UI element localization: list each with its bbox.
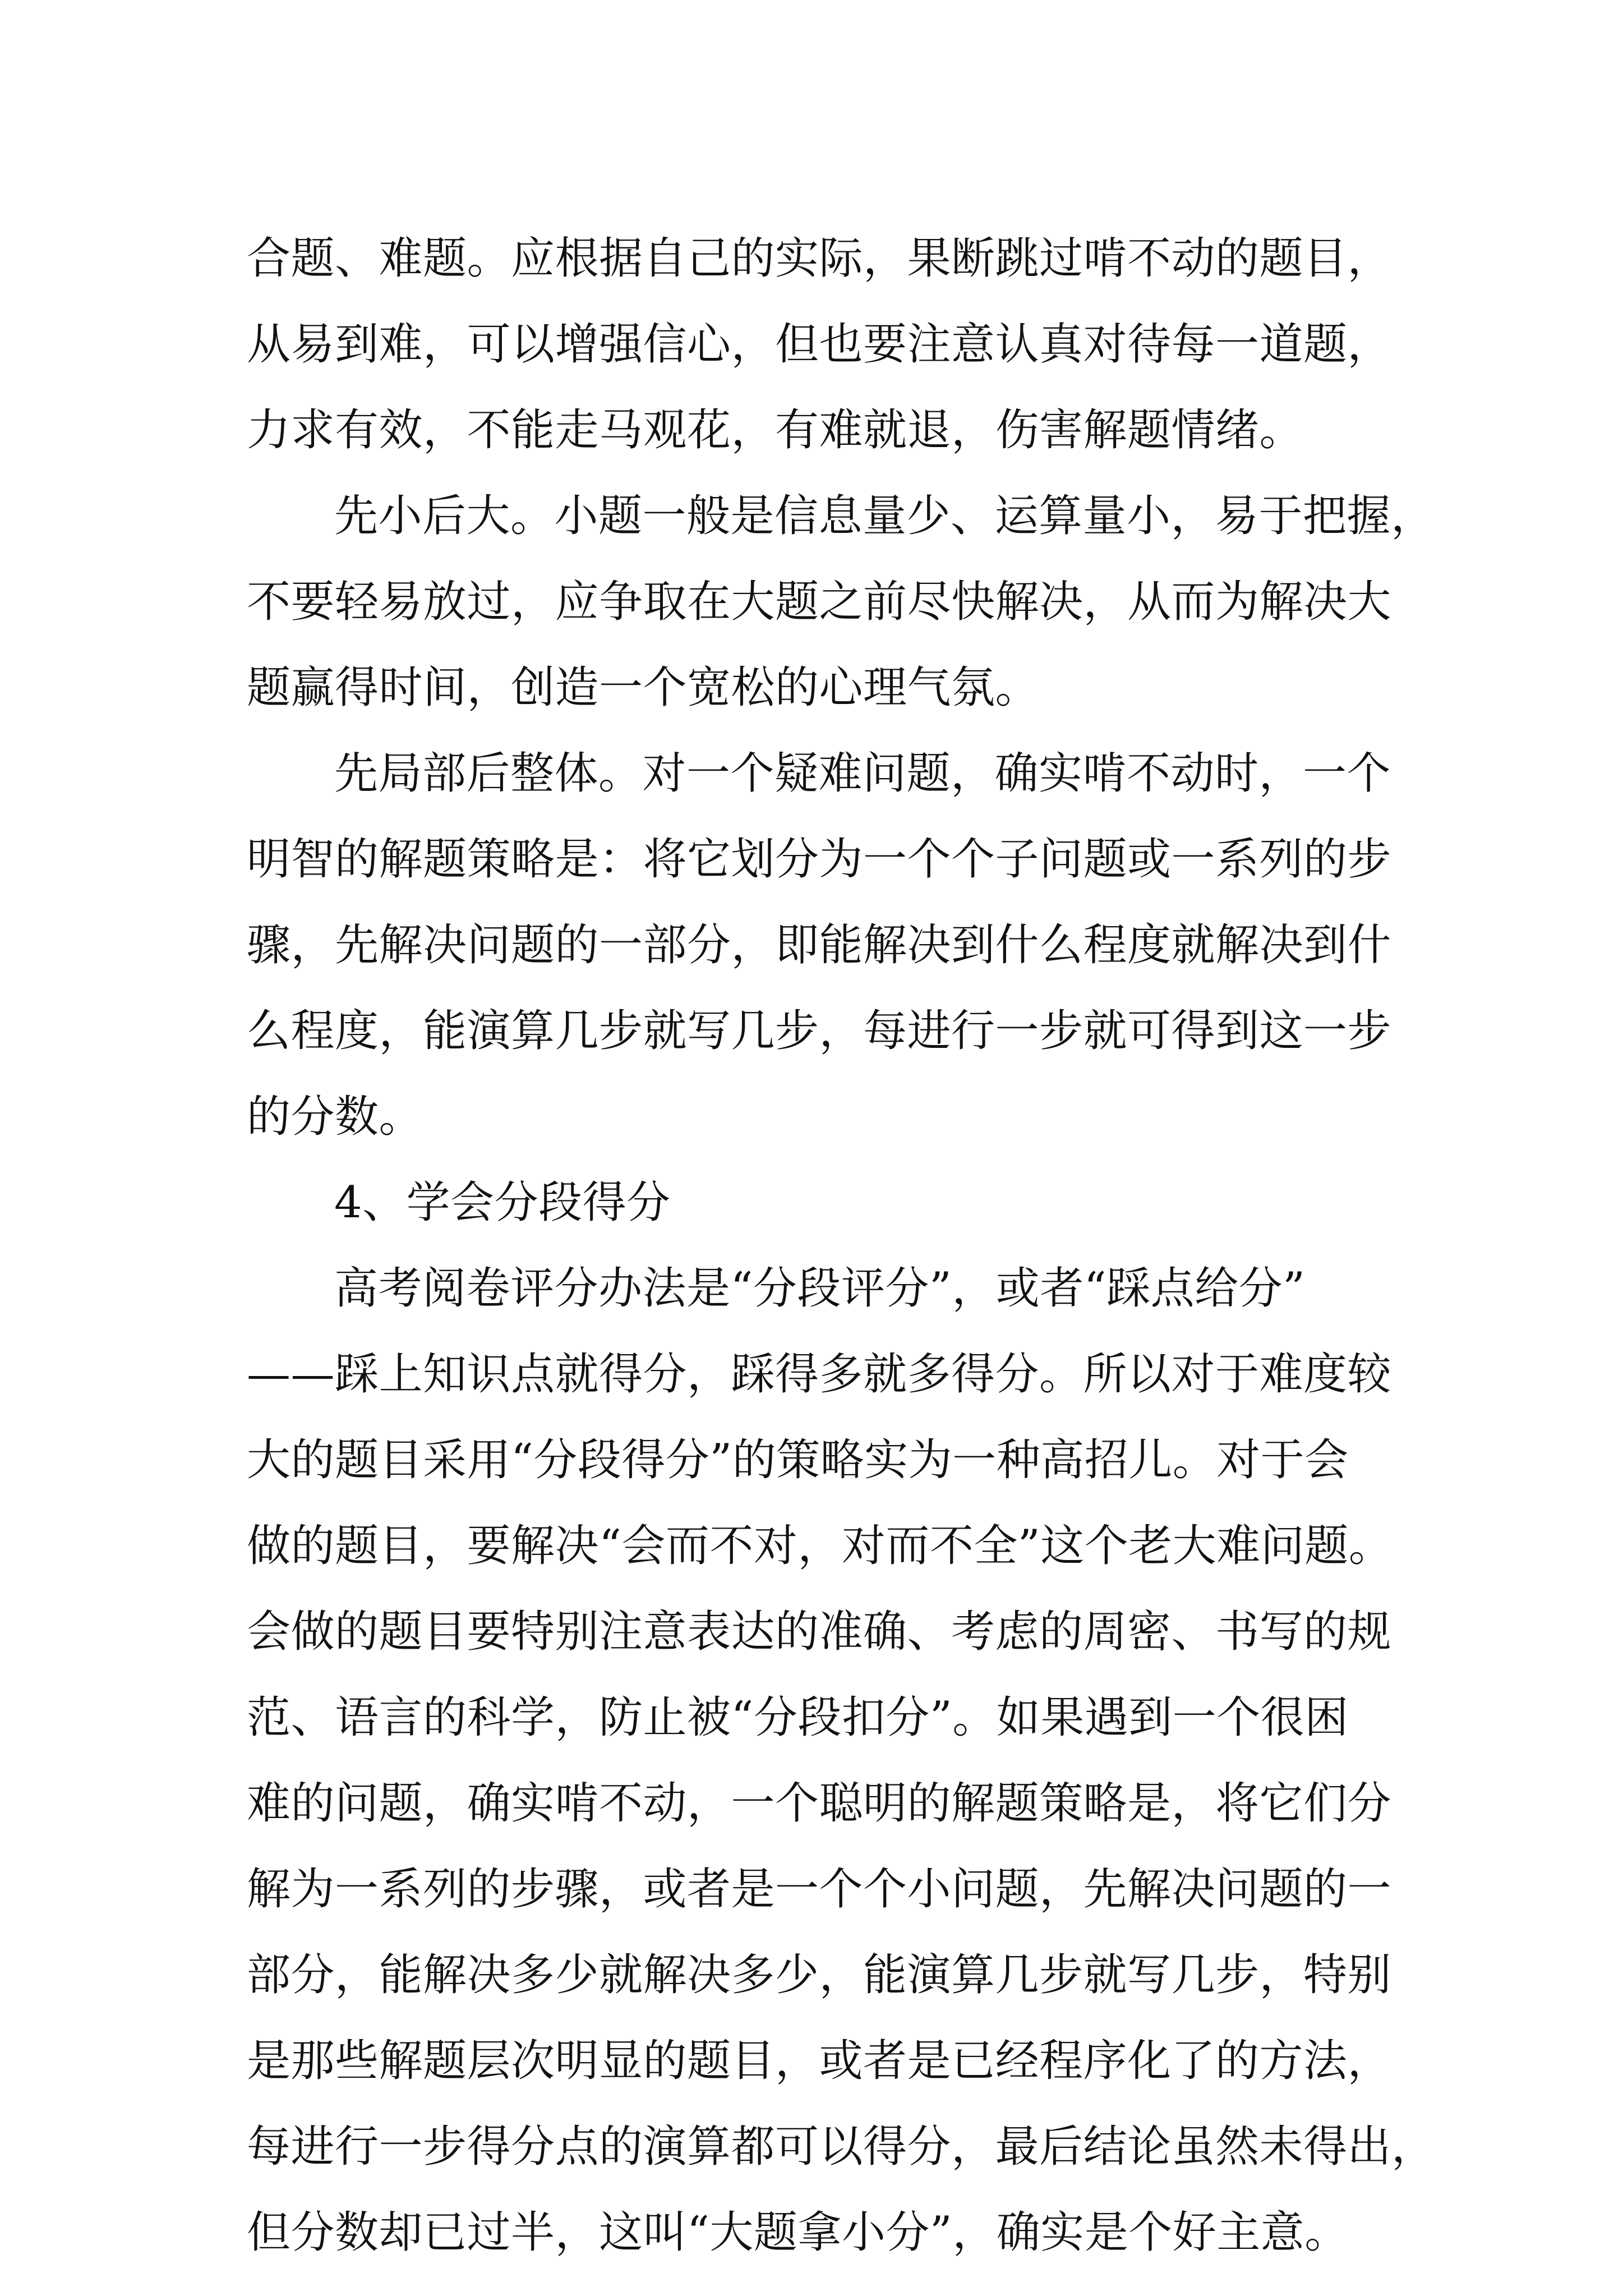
text-line: 的分数。 [247, 1092, 423, 1142]
text-line: 合题、难题。应根据自己的实际，果断跳过啃不动的题目， [247, 233, 1392, 284]
text-line: 范、语言的科学，防止被“分段扣分”。如果遇到一个很困 [247, 1692, 1349, 1743]
text-line: 力求有效，不能走马观花，有难就退，伤害解题情绪。 [247, 405, 1304, 455]
text-line: 骤，先解决问题的一部分，即能解决到什么程度就解决到什 [247, 920, 1392, 970]
text-line: 不要轻易放过，应争取在大题之前尽快解决，从而为解决大 [247, 577, 1392, 627]
text-line: 解为一系列的步骤，或者是一个个小问题，先解决问题的一 [247, 1864, 1392, 1915]
paragraph-start-line: 先小后大。小题一般是信息量少、运算量小，易于把握， [334, 491, 1435, 541]
text-line: ——踩上知识点就得分，踩得多就多得分。所以对于难度较 [247, 1349, 1392, 1400]
text-line: 是那些解题层次明显的题目，或者是已经程序化了的方法， [247, 2036, 1392, 2086]
text-line: 题赢得时间，创造一个宽松的心理气氛。 [247, 662, 1040, 713]
text-line: 部分，能解决多少就解决多少，能演算几步就写几步，特别 [247, 1950, 1392, 2000]
text-line: 做的题目，要解决“会而不对，对而不全”这个老大难问题。 [247, 1521, 1393, 1571]
text-line: 从易到难，可以增强信心，但也要注意认真对待每一道题， [247, 319, 1392, 370]
text-line: 难的问题，确实啃不动，一个聪明的解题策略是，将它们分 [247, 1778, 1392, 1829]
text-line: 明智的解题策略是：将它划分为一个个子问题或一系列的步 [247, 834, 1392, 885]
text-line: 么程度，能演算几步就写几步，每进行一步就可得到这一步 [247, 1006, 1392, 1056]
document-body [247, 216, 1436, 2276]
text-line: 每进行一步得分点的演算都可以得分，最后结论虽然未得出， [247, 2122, 1436, 2172]
paragraph-start-line: 先局部后整体。对一个疑难问题，确实啃不动时，一个 [334, 748, 1391, 799]
section-heading: 4、学会分段得分 [334, 1177, 671, 1228]
text-line: 但分数却已过半，这叫“大题拿小分”，确实是个好主意。 [247, 2207, 1349, 2258]
paragraph-start-line: 高考阅卷评分办法是“分段评分”，或者“踩点给分” [334, 1263, 1306, 1314]
text-line: 大的题目采用“分段得分”的策略实为一种高招儿。对于会 [247, 1435, 1349, 1485]
text-line: 会做的题目要特别注意表达的准确、考虑的周密、书写的规 [247, 1607, 1392, 1657]
